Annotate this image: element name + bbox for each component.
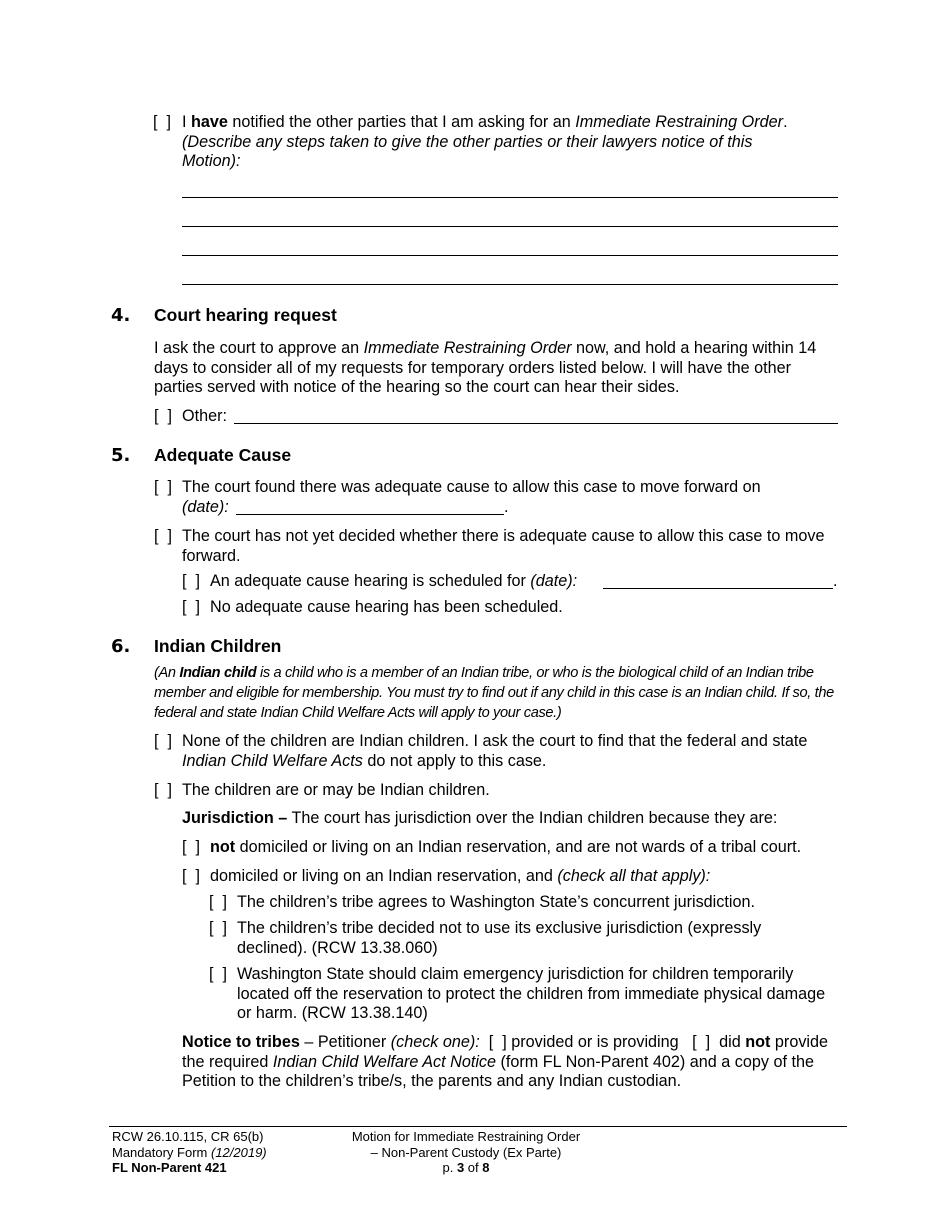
- notice-statement: I have notified the other parties that I am asking for an Immediate Restraining Order. (Describe any steps taken to give the other parties or their lawyers notice of this Motion):: [182, 113, 842, 172]
- adequate-cause-found-checkbox[interactable]: [ ]: [154, 478, 172, 496]
- notice-checkbox[interactable]: [ ]: [153, 113, 171, 131]
- tribe-agrees-checkbox[interactable]: [ ]: [209, 893, 227, 911]
- tribes-provided-checkbox[interactable]: [ ]: [479, 1033, 512, 1051]
- emergency-jurisdiction-checkbox[interactable]: [ ]: [209, 965, 227, 983]
- footer-divider: [109, 1126, 847, 1127]
- not-domiciled-checkbox[interactable]: [ ]: [182, 838, 200, 856]
- section-4-paragraph: I ask the court to approve an Immediate Restraining Order now, and hold a hearing within 14 days to consider all of my requests for temporary orders listed below. I will have the other parties served with notice of the hearing so the court can hear their sides.: [154, 339, 817, 396]
- no-hearing-checkbox[interactable]: [ ]: [182, 598, 200, 616]
- section-5-title: Adequate Cause: [154, 445, 292, 465]
- footer-left: RCW 26.10.115, CR 65(b) Mandatory Form (12/2019) FL Non-Parent 421: [112, 1129, 267, 1175]
- notice-blank-line-3[interactable]: [182, 255, 838, 256]
- notice-blank-line-1[interactable]: [182, 197, 838, 198]
- no-indian-children-text: None of the children are Indian children. I ask the court to find that the federal and state Indian Child Welfare Acts do not apply to this case.: [182, 732, 808, 770]
- section-4-title: Court hearing request: [154, 305, 337, 325]
- may-be-indian-children-text: The children are or may be Indian children.: [182, 781, 490, 799]
- no-indian-children-checkbox[interactable]: [ ]: [154, 732, 172, 750]
- adequate-cause-date-label: (date):: [182, 498, 229, 516]
- indian-child-definition: (An Indian child is a child who is a member of an Indian tribe, or who is the biological child of an Indian tribe member and eligible for membership. You must try to find out if any child in this case is an Indian child. If so, the federal and state Indian Child Welfare Acts will apply to your case.): [154, 665, 834, 721]
- not-domiciled-text: not domiciled or living on an Indian reservation, and are not wards of a tribal court.: [210, 838, 802, 856]
- may-be-indian-children-checkbox[interactable]: [ ]: [154, 781, 172, 799]
- page-number: p. 3 of 8: [442, 1160, 490, 1175]
- adequate-cause-undecided-text: The court has not yet decided whether there is adequate cause to allow this case to move forward.: [182, 527, 825, 565]
- other-input-line[interactable]: [234, 423, 838, 424]
- other-label: Other:: [182, 407, 227, 425]
- section-6-number: 6.: [111, 636, 131, 657]
- tribe-declined-text: The children’s tribe decided not to use its exclusive jurisdiction (expressly declined). (RCW 13.38.060): [237, 919, 762, 957]
- footer-center: Motion for Immediate Restraining Order – Non-Parent Custody (Ex Parte) p. 3 of 8: [300, 1129, 632, 1176]
- other-checkbox[interactable]: [ ]: [154, 407, 172, 425]
- hearing-scheduled-checkbox[interactable]: [ ]: [182, 572, 200, 590]
- no-hearing-text: No adequate cause hearing has been scheduled.: [210, 598, 563, 616]
- adequate-cause-found-text: The court found there was adequate cause to allow this case to move forward on: [182, 478, 761, 496]
- hearing-date-line[interactable]: [603, 588, 833, 589]
- section-5-number: 5.: [111, 445, 131, 466]
- notice-describe: (Describe any steps taken to give the other parties or their lawyers notice of this Motion):: [182, 132, 753, 170]
- domiciled-checkbox[interactable]: [ ]: [182, 867, 200, 885]
- section-6-title: Indian Children: [154, 636, 282, 656]
- notice-to-tribes: Notice to tribes – Petitioner (check one): [ ] provided or is providing [ ] did not provide the required Indian Child Welfare Act Notice (form FL Non-Parent 402) and a copy of the Petition to the children’s tribe/s, the parents and any Indian custodian.: [182, 1033, 829, 1090]
- emergency-jurisdiction-text: Washington State should claim emergency jurisdiction for children temporarily located off the reservation to protect the children from immediate physical damage or harm. (RCW 13.38.140): [237, 965, 826, 1022]
- hearing-scheduled-text: An adequate cause hearing is scheduled for (date):: [210, 572, 578, 590]
- notice-blank-line-4[interactable]: [182, 284, 838, 285]
- jurisdiction-statement: Jurisdiction – The court has jurisdiction over the Indian children because they are:: [182, 809, 778, 827]
- tribes-not-provided-checkbox[interactable]: [ ]: [678, 1033, 720, 1051]
- notice-blank-line-2[interactable]: [182, 226, 838, 227]
- section-4-number: 4.: [111, 305, 131, 326]
- adequate-cause-date-line[interactable]: [236, 514, 504, 515]
- adequate-cause-date-period: .: [504, 498, 509, 516]
- adequate-cause-undecided-checkbox[interactable]: [ ]: [154, 527, 172, 545]
- tribe-agrees-text: The children’s tribe agrees to Washington State’s concurrent jurisdiction.: [237, 893, 755, 911]
- domiciled-text: domiciled or living on an Indian reservation, and (check all that apply):: [210, 867, 711, 885]
- hearing-date-period: .: [833, 572, 838, 590]
- tribe-declined-checkbox[interactable]: [ ]: [209, 919, 227, 937]
